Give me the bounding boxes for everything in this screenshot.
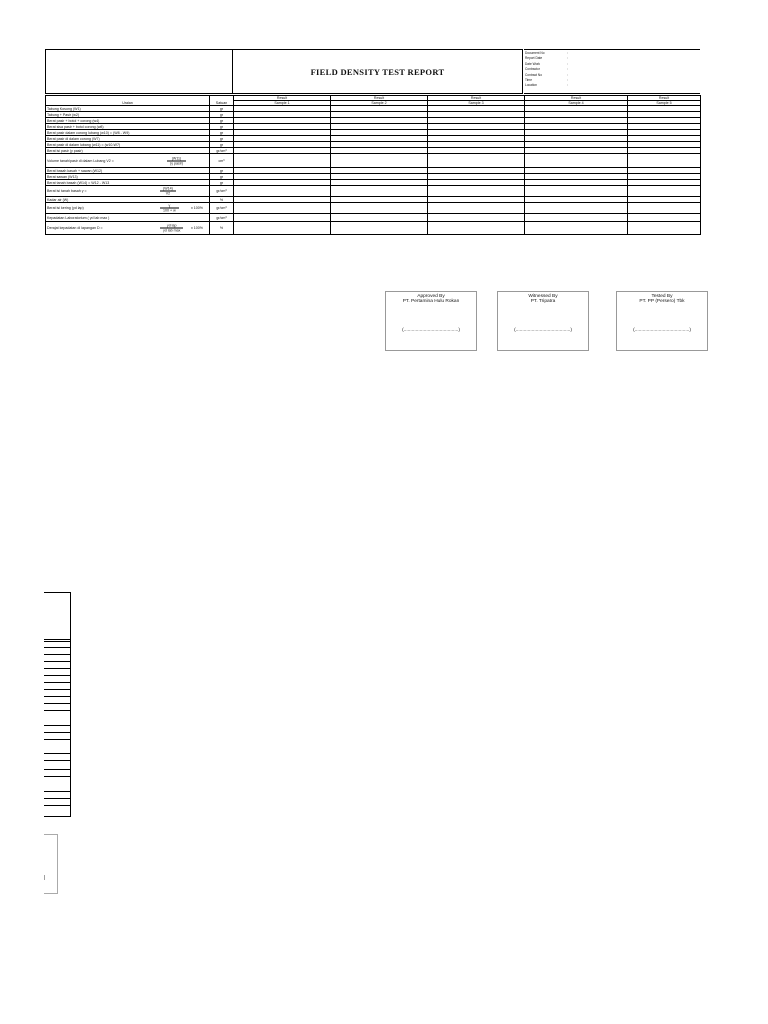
table-row [46,203,701,214]
col-uraian-header: Uraian [46,96,210,106]
row-unit: gr/cm³ [210,186,234,197]
result-cell[interactable] [331,222,428,235]
fragment-rule [44,661,70,662]
fraction-denominator: V2 [165,191,171,196]
signature-box [497,291,589,351]
row-label: Berat isi kering (γd lap) [47,206,84,210]
formula-fraction [160,224,183,233]
fragment-rule [44,689,70,690]
fragment-rule [44,739,70,740]
info-row [524,83,700,88]
row-label: Berat pasir dalam corong lubang (w10) = (W8 - W9) [46,130,210,136]
row-label-cell [46,222,210,235]
row-label: Berat basah kasah + sawan (W12) [46,168,210,174]
info-value: : [567,56,568,61]
result-cell[interactable] [234,186,331,197]
fragment-rule [44,725,70,726]
formula-fraction [167,156,186,165]
fragment-rule [44,805,70,806]
row-unit: gr [210,180,234,186]
info-value: : [567,67,568,72]
row-label: Berat pasir di dalam lubang (w11) = (w10-W7) [46,142,210,148]
result-cell[interactable] [331,203,428,214]
info-label: Report Date [525,56,543,61]
result-cell[interactable] [331,214,428,222]
signature-box [385,291,477,351]
fragment-rule [44,639,70,640]
row-label: Tabung Kosong (W1) [46,106,210,112]
document-info [524,49,700,94]
fragment-mark: | [44,875,46,881]
signature-role: Tested By [651,294,673,299]
row-unit: gr [210,174,234,180]
row-unit: gr [210,130,234,136]
fragment-rule [44,641,70,642]
row-unit: % [210,197,234,203]
info-label: Contractor [525,67,540,72]
info-value: : [567,77,568,82]
row-label: Derajat kepadatan di lapangan D = [47,226,103,230]
info-label: Time [525,77,532,82]
signature-line: (.........................................) [514,328,572,333]
signature-company: PT. PP (Persero) Tbk [639,299,685,305]
result-cell[interactable] [428,154,525,168]
row-label: Berat pasir + botol + corong (w4) [46,118,210,124]
logo-area [45,49,233,94]
result-cell[interactable] [525,214,628,222]
row-label: Berat sisa pasir + botol corong (w8) [46,124,210,130]
row-unit: gr [210,142,234,148]
signature-line: (.........................................) [402,328,460,333]
row-unit: gr [210,106,234,112]
result-cell[interactable] [628,186,701,197]
col-satuan-header: Satuan [210,96,234,106]
row-label: Berat pasir di dalam corong (W7) [46,136,210,142]
row-unit: cm³ [210,154,234,168]
info-value: : [567,51,568,55]
row-label: Berat isi tanah basah γ = [47,189,87,193]
table-row [46,214,701,222]
fragment-rule [44,668,70,669]
formula-suffix: x 100% [191,226,203,230]
result-cell[interactable] [628,214,701,222]
row-unit: gr/cm³ [210,203,234,214]
fragment-rule [44,732,70,733]
row-label: Kadar air (W) [46,197,210,203]
offpage-box-fragment [44,834,58,894]
row-label: Tabung + Pasir (w2) [46,112,210,118]
row-unit: % [210,222,234,235]
info-label: Date Work [525,61,540,66]
fraction-numerator: γd lap [160,224,183,229]
row-unit: gr [210,112,234,118]
table-row [46,154,701,168]
row-label: Berat isi pasir (γ pasir) [46,148,210,154]
fragment-rule [44,798,70,799]
table-row [46,186,701,197]
result-cell[interactable] [331,186,428,197]
row-label-cell [46,203,210,214]
fragment-rule [44,703,70,704]
fraction-denominator: γd lab max [163,228,181,233]
fraction-numerator: (W14) [160,187,176,192]
sample-header: Sample 3 [428,101,525,106]
info-value: : [567,61,568,66]
signature-company: PT. Tripatra [530,299,556,305]
row-unit: gr [210,118,234,124]
signature-role: Witnessed By [528,294,558,299]
formula-suffix: x 100% [191,206,203,210]
sample-header: Sample 4 [525,101,628,106]
row-label: Berat tanah basah (W14) = W12 - W13 [46,180,210,186]
row-label: Berat sawan (W13) [46,174,210,180]
result-cell[interactable] [234,222,331,235]
info-label: Contract No [525,72,543,77]
row-label: Volume tanah/pasir di dalam Lubang V2 = [47,158,114,163]
info-label: Document No [525,51,545,55]
table-row [46,222,701,235]
sample-header: Sample 2 [331,101,428,106]
result-header: Result [331,96,428,101]
fragment-rule [44,647,70,648]
fragment-rule [44,776,70,777]
report-header [45,49,700,95]
field-density-table [45,95,701,235]
result-cell[interactable] [428,203,525,214]
sample-header: Sample 5 [628,101,701,106]
result-cell[interactable] [234,214,331,222]
result-cell[interactable] [428,186,525,197]
result-cell[interactable] [525,154,628,168]
fragment-rule [44,696,70,697]
result-cell[interactable] [428,214,525,222]
signature-company: PT. Pertamina Hulu Rokan [402,299,460,305]
fragment-rule [44,710,70,711]
result-cell[interactable] [331,154,428,168]
offpage-table-fragment [44,592,71,817]
signature-line: (.........................................) [633,328,691,333]
signature-box [616,291,708,351]
info-value: : [567,83,568,88]
row-unit: gr [210,124,234,130]
result-cell[interactable] [525,203,628,214]
fragment-rule [44,753,70,754]
info-value: : [567,72,568,77]
signature-role: Approved By [417,294,445,299]
fragment-rule [44,682,70,683]
fraction-numerator: (W11) [167,156,186,161]
result-cell[interactable] [628,154,701,168]
fraction-numerator: γ [160,204,179,209]
fraction-denominator: (γ pasir) [170,161,183,165]
fragment-rule [44,654,70,655]
formula-fraction [160,187,176,196]
result-cell[interactable] [628,203,701,214]
result-header: Result [525,96,628,101]
result-cell[interactable] [525,222,628,235]
sample-header: Sample 1 [234,101,331,106]
result-cell[interactable] [428,222,525,235]
row-label: Kepadatan Laboratorium ( γd lab max ) [46,214,210,222]
result-header: Result [428,96,525,101]
formula-fraction [160,204,179,213]
row-unit: gr [210,136,234,142]
result-cell[interactable] [234,203,331,214]
result-header: Result [234,96,331,101]
row-label-cell [46,186,210,197]
fraction-denominator: 100 + w [163,208,176,213]
fragment-rule [44,769,70,770]
result-cell[interactable] [234,154,331,168]
result-cell[interactable] [628,222,701,235]
row-unit: gr/cm³ [210,214,234,222]
result-header: Result [628,96,701,101]
row-unit: gr [210,168,234,174]
info-label: Location [525,83,538,88]
row-label-cell [46,154,210,168]
report-title: FIELD DENSITY TEST REPORT [233,49,523,94]
result-cell[interactable] [525,186,628,197]
fragment-rule [44,791,70,792]
fragment-rule [44,675,70,676]
row-unit: gr/cm³ [210,148,234,154]
fragment-rule [44,760,70,761]
